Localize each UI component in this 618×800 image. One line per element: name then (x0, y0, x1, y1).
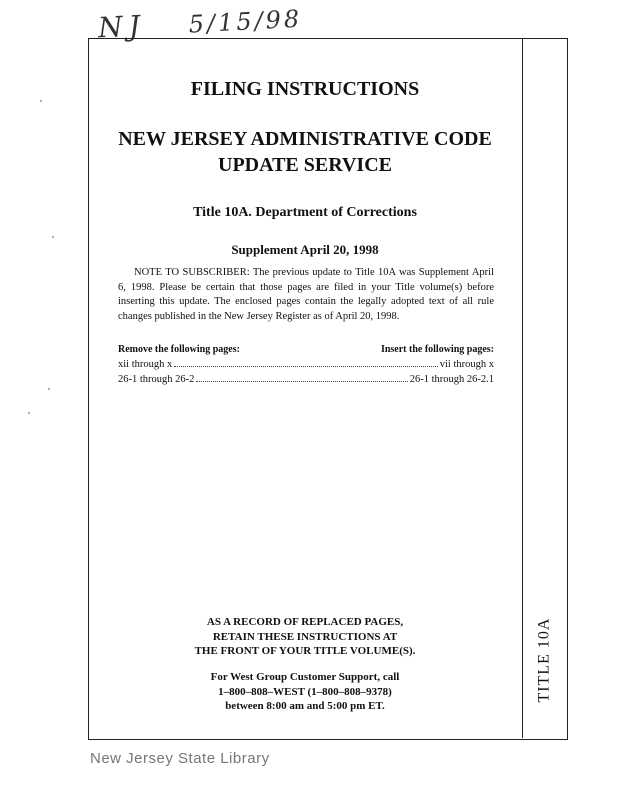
title-tab-label: TITLE 10A (535, 617, 553, 703)
code-heading-line2: UPDATE SERVICE (218, 154, 392, 176)
customer-support-notice (88, 670, 522, 714)
title-tab (524, 600, 564, 720)
record-line: RETAIN THESE INSTRUCTIONS AT (212, 630, 398, 643)
handwritten-date: 5/15/98 (188, 4, 303, 39)
support-phone: 1–800–808–WEST (1–800–808–9378) (218, 685, 392, 698)
supplement-heading: Supplement April 20, 1998 (231, 242, 379, 257)
scan-speck (48, 388, 50, 390)
code-heading (88, 126, 522, 178)
support-line: For West Group Customer Support, call (210, 671, 400, 683)
leader-dots (174, 357, 438, 367)
page-row (118, 357, 494, 370)
record-notice (88, 615, 522, 659)
pages-header (118, 344, 494, 355)
filing-instructions-heading: FILING INSTRUCTIONS (190, 78, 420, 100)
insert-pages: 26-1 through 26-2.1 (409, 374, 494, 385)
page-row (118, 372, 494, 385)
record-line: THE FRONT OF YOUR TITLE VOLUME(S). (194, 645, 416, 657)
handwritten-initials: NJ (97, 8, 147, 45)
scan-speck (40, 100, 42, 102)
scan-speck (52, 236, 54, 238)
leader-dots (196, 372, 407, 382)
code-heading-line1: NEW JERSEY ADMINISTRATIVE CODE (118, 128, 492, 150)
note-to-subscriber (118, 266, 494, 324)
support-hours: between 8:00 am and 5:00 pm ET. (225, 700, 385, 712)
record-line: AS A RECORD OF REPLACED PAGES, (206, 616, 404, 628)
scan-speck (28, 412, 30, 414)
tab-divider (522, 38, 523, 738)
remove-pages-header: Remove the following pages: (118, 344, 240, 355)
title-heading: Title 10A. Department of Corrections (193, 205, 417, 220)
insert-pages-header: Insert the following pages: (380, 344, 494, 355)
remove-pages: xii through x (118, 359, 173, 370)
insert-pages: vii through x (439, 359, 494, 370)
remove-pages: 26-1 through 26-2 (118, 374, 195, 385)
library-stamp: New Jersey State Library (90, 750, 270, 767)
note-text: NOTE TO SUBSCRIBER: The previous update to Title 10A was Supplement April 6, 1998. Please be certain that those pages are filed in your Title volume(s) before inserting this update. The enclosed pages contain the legally adopted text of all rule changes published in the New Jersey Register as of April 20, 1998. (118, 267, 494, 322)
